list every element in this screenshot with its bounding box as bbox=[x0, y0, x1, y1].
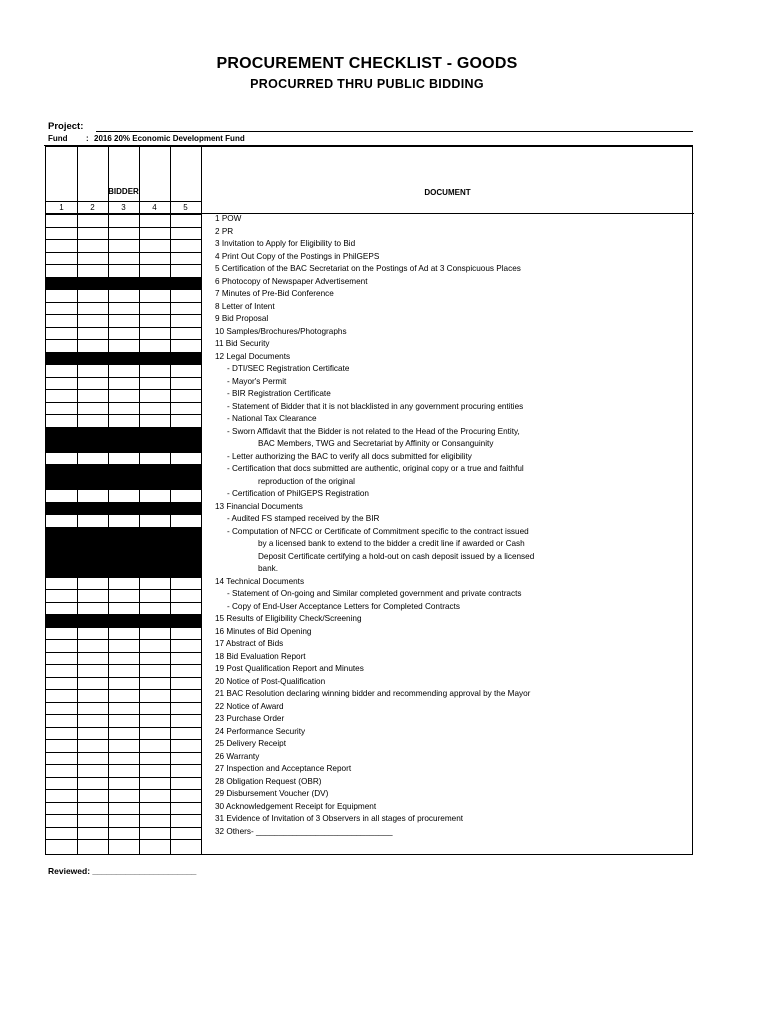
bidder-row bbox=[46, 814, 201, 827]
bidder-row bbox=[46, 739, 201, 752]
page-title: PROCUREMENT CHECKLIST - GOODS bbox=[216, 55, 518, 72]
bidder-number: 2 bbox=[90, 203, 95, 212]
document-header: DOCUMENT bbox=[424, 188, 471, 197]
project-line bbox=[96, 131, 693, 132]
document-item: 23 Purchase Order bbox=[215, 714, 285, 723]
document-item: 20 Notice of Post-Qualification bbox=[215, 676, 326, 686]
document-item: - Statement of Bidder that it is not blacklisted in any government procuring entities bbox=[227, 401, 524, 411]
bidder-row bbox=[46, 477, 201, 490]
document-item: 2 PR bbox=[215, 226, 234, 236]
bidder-row bbox=[46, 714, 201, 727]
document-item: 8 Letter of Intent bbox=[215, 301, 275, 311]
bidder-row bbox=[46, 452, 201, 465]
bidder-row bbox=[46, 427, 201, 440]
bidder-row bbox=[46, 627, 201, 640]
document-item: 25 Delivery Receipt bbox=[215, 739, 286, 748]
bidder-row bbox=[46, 502, 201, 515]
bidder-row bbox=[46, 777, 201, 790]
bidder-row bbox=[46, 664, 201, 677]
document-item: - BIR Registration Certificate bbox=[227, 389, 331, 398]
document-item: - Certification that docs submitted are authentic, original copy or a true and faithful bbox=[227, 464, 524, 473]
document-item: 22 Notice of Award bbox=[215, 701, 284, 711]
bidder-row bbox=[46, 577, 201, 590]
document-item: 18 Bid Evaluation Report bbox=[215, 651, 306, 661]
document-item: by a licensed bank to extend to the bidder a credit line if awarded or Cash bbox=[258, 539, 525, 548]
project-label: Project: bbox=[48, 121, 84, 132]
reviewed-label: Reviewed: ______________________ bbox=[48, 866, 197, 876]
document-item: - Statement of On-going and Similar completed government and private contracts bbox=[227, 589, 522, 598]
bidder-row bbox=[46, 552, 201, 565]
bidder-row bbox=[46, 289, 201, 302]
bidder-row bbox=[46, 339, 201, 352]
document-item: - Audited FS stamped received by the BIR bbox=[227, 514, 380, 523]
row-divider bbox=[46, 201, 201, 202]
bidder-row bbox=[46, 377, 201, 390]
bidder-row bbox=[46, 489, 201, 502]
document-item: 28 Obligation Request (OBR) bbox=[215, 776, 322, 786]
bidder-row bbox=[46, 839, 201, 852]
bidder-row bbox=[46, 239, 201, 252]
document-item: 9 Bid Proposal bbox=[215, 314, 269, 323]
bidder-row bbox=[46, 614, 201, 627]
document-item: 6 Photocopy of Newspaper Advertisement bbox=[215, 276, 368, 286]
bidder-row bbox=[46, 602, 201, 615]
bidder-row bbox=[46, 677, 201, 690]
document-item: 24 Performance Security bbox=[215, 726, 306, 736]
document-item: 27 Inspection and Acceptance Report bbox=[215, 764, 352, 773]
document-item: 17 Abstract of Bids bbox=[215, 639, 284, 648]
bidder-row bbox=[46, 277, 201, 290]
document-item: - Letter authorizing the BAC to verify all docs submitted for eligibility bbox=[227, 451, 472, 461]
document-item: 32 Others- ______________________________ bbox=[215, 826, 393, 836]
document-item: 11 Bid Security bbox=[215, 339, 270, 348]
bidder-row bbox=[46, 764, 201, 777]
document-item: 7 Minutes of Pre-Bid Conference bbox=[215, 289, 334, 298]
bidder-row bbox=[46, 827, 201, 840]
bidder-row bbox=[46, 327, 201, 340]
bidder-number: 3 bbox=[121, 203, 126, 212]
bidder-number: 5 bbox=[183, 203, 188, 212]
bidder-row bbox=[46, 389, 201, 402]
bidder-row bbox=[46, 652, 201, 665]
bidder-row bbox=[46, 214, 201, 227]
bidder-row bbox=[46, 539, 201, 552]
bidder-row bbox=[46, 352, 201, 365]
bidder-header: BIDDER bbox=[108, 187, 139, 196]
document-item: 5 Certification of the BAC Secretariat on the Postings of Ad at 3 Conspicuous Places bbox=[215, 264, 521, 273]
bidder-row bbox=[46, 402, 201, 415]
document-item: 31 Evidence of Invitation of 3 Observers in all stages of procurement bbox=[215, 814, 464, 823]
document-item: 16 Minutes of Bid Opening bbox=[215, 626, 312, 636]
bidder-number: 1 bbox=[59, 203, 64, 212]
bidder-row bbox=[46, 689, 201, 702]
document-item: 14 Technical Documents bbox=[215, 576, 305, 586]
bidder-row bbox=[46, 802, 201, 815]
bidder-row bbox=[46, 514, 201, 527]
bidder-row bbox=[46, 314, 201, 327]
document-item: - Certification of PhilGEPS Registration bbox=[227, 489, 369, 498]
column-divider bbox=[201, 147, 202, 854]
fund-label: Fund bbox=[48, 134, 68, 143]
document-item: BAC Members, TWG and Secretariat by Affinity or Consanguinity bbox=[258, 439, 494, 448]
document-item: - Mayor's Permit bbox=[227, 376, 287, 386]
document-item: 10 Samples/Brochures/Photographs bbox=[215, 326, 347, 336]
fund-value: 2016 20% Economic Development Fund bbox=[94, 134, 245, 143]
bidder-row bbox=[46, 789, 201, 802]
bidder-row bbox=[46, 414, 201, 427]
document-item: 12 Legal Documents bbox=[215, 351, 291, 361]
bidder-row bbox=[46, 464, 201, 477]
document-item: - Copy of End-User Acceptance Letters for Completed Contracts bbox=[227, 601, 460, 611]
document-item: 26 Warranty bbox=[215, 751, 260, 761]
document-item: - National Tax Clearance bbox=[227, 414, 317, 423]
document-item: 30 Acknowledgement Receipt for Equipment bbox=[215, 801, 377, 811]
document-item: - Computation of NFCC or Certificate of Commitment specific to the contract issued bbox=[227, 526, 529, 536]
document-item: Deposit Certificate certifying a hold-out on cash deposit issued by a licensed bbox=[258, 551, 535, 561]
document-item: - Sworn Affidavit that the Bidder is not related to the Head of the Procuring Entity, bbox=[227, 426, 520, 436]
document-item: 4 Print Out Copy of the Postings in PhilGEPS bbox=[215, 251, 380, 261]
document-item: 1 POW bbox=[215, 214, 242, 223]
bidder-row bbox=[46, 364, 201, 377]
bidder-number: 4 bbox=[152, 203, 157, 212]
checklist-table bbox=[45, 146, 693, 855]
bidder-row bbox=[46, 702, 201, 715]
bidder-row bbox=[46, 302, 201, 315]
document-item: reproduction of the original bbox=[258, 476, 355, 486]
document-item: 19 Post Qualification Report and Minutes bbox=[215, 664, 364, 673]
page-subtitle: PROCURRED THRU PUBLIC BIDDING bbox=[250, 77, 484, 91]
bidder-row bbox=[46, 589, 201, 602]
document-item: 15 Results of Eligibility Check/Screening bbox=[215, 614, 362, 623]
document-item: 13 Financial Documents bbox=[215, 501, 303, 511]
bidder-row bbox=[46, 527, 201, 540]
bidder-row bbox=[46, 227, 201, 240]
fund-separator: : bbox=[86, 134, 89, 143]
bidder-row bbox=[46, 727, 201, 740]
document-item: 3 Invitation to Apply for Eligibility to Bid bbox=[215, 239, 356, 248]
bidder-row bbox=[46, 752, 201, 765]
document-item: bank. bbox=[258, 564, 279, 573]
bidder-row bbox=[46, 439, 201, 452]
document-item: - DTI/SEC Registration Certificate bbox=[227, 364, 350, 373]
bidder-row bbox=[46, 264, 201, 277]
bidder-row bbox=[46, 564, 201, 577]
bidder-row bbox=[46, 252, 201, 265]
document-item: 29 Disbursement Voucher (DV) bbox=[215, 789, 329, 798]
document-item: 21 BAC Resolution declaring winning bidder and recommending approval by the Mayor bbox=[215, 689, 531, 698]
bidder-row bbox=[46, 639, 201, 652]
